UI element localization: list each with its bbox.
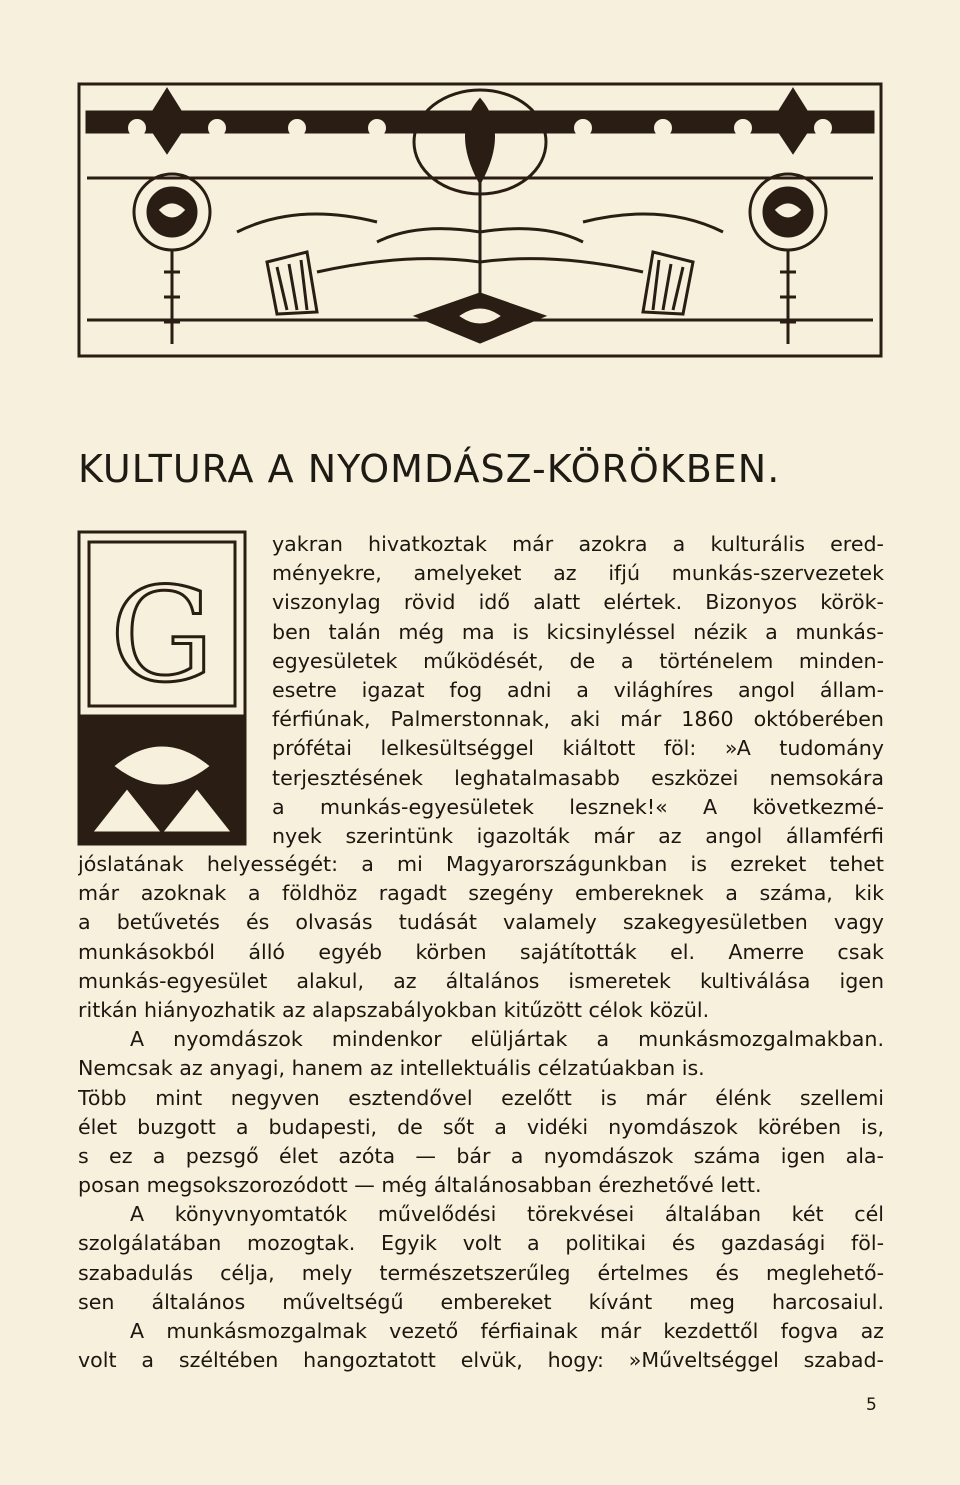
text-line: A nyomdászok mindenkor elüljártak a munkásmozgalmakban.: [130, 1027, 884, 1052]
text-line: viszonylag rövid idő alatt elértek. Bizonyos körök-: [272, 590, 884, 615]
text-line: férfiúnak, Palmerstonnak, aki már 1860 októberében: [272, 707, 884, 732]
text-line: esetre igazat fog adni a világhíres angol állam-: [272, 677, 884, 702]
text-line: egyesületek működését, de a történelem minden-: [272, 648, 884, 673]
ornamental-header-vignette: [77, 82, 883, 358]
text-line: A munkásmozgalmak vezető férfiainak már kezdettől fogva az: [130, 1319, 884, 1343]
text-line: s ez a pezsgő élet azóta — bár a nyomdászok száma igen ala-: [78, 1143, 884, 1168]
text-line: jóslatának helyességét: a mi Magyarországunkban is ezreket tehet: [78, 852, 884, 876]
text-line: munkás-egyesület alakul, az általános ismeretek kultiválása igen: [78, 968, 884, 993]
body-text-beside-initial: [272, 530, 884, 851]
text-line: A könyvnyomtatók művelődési törekvései általában két cél: [130, 1202, 884, 1227]
text-line: prófétai lelkesültséggel kiáltott föl: »A tudomány: [272, 736, 884, 761]
text-line: ményekre, amelyeket az ifjú munkás-szervezetek: [272, 561, 884, 586]
text-line: élet buzgott a budapesti, de sőt a vidéki nyomdászok körében is,: [78, 1114, 884, 1139]
drop-cap-letter: G: [110, 559, 214, 711]
text-line: nyek szerintünk igazolták már az angol államférfi: [272, 823, 884, 848]
decorated-initial-g: [77, 530, 247, 848]
text-line: a munkás-egyesületek lesznek!« A következmé-: [272, 794, 884, 819]
text-line: ben talán még ma is kicsinyléssel nézik a munkás-: [272, 619, 884, 644]
text-line: volt a széltében hangoztatott elvük, hogy: »Műveltséggel szabad-: [78, 1348, 884, 1373]
text-line: szolgálatában mozogtak. Egyik volt a politikai és gazdasági föl-: [78, 1231, 884, 1256]
body-text-full-width: [78, 850, 884, 1375]
text-line: munkásokból álló egyéb körben sajátították el. Amerre csak: [78, 939, 884, 964]
text-line: sen általános műveltségű embereket kívánt meg harcosaiul.: [78, 1289, 884, 1314]
text-line: a betűvetés és olvasás tudását valamely szakegyesületben vagy: [78, 910, 884, 935]
text-line: terjesztésének leghatalmasabb eszközei nemsokára: [272, 765, 884, 790]
text-line: ritkán hiányozhatik az alapszabályokban kitűzött célok közül.: [78, 997, 710, 1022]
page-number: 5: [866, 1395, 877, 1415]
text-line: szabadulás célja, mely természetszerűleg értelmes és meglehető-: [78, 1260, 884, 1285]
text-line: yakran hivatkoztak már azokra a kulturális ered-: [272, 532, 884, 556]
text-line: posan megsokszorozódott — még általánosabban érezhetővé lett.: [78, 1173, 762, 1198]
article-title: KULTURA A NYOMDÁSZ-KÖRÖKBEN.: [78, 447, 781, 491]
text-line: már azoknak a földhöz ragadt szegény embereknek a száma, kik: [78, 881, 884, 906]
text-line: Nemcsak az anyagi, hanem az intellektuális célzatúakban is.: [78, 1056, 705, 1081]
text-line: Több mint negyven esztendővel ezelőtt is már élénk szellemi: [78, 1085, 884, 1110]
